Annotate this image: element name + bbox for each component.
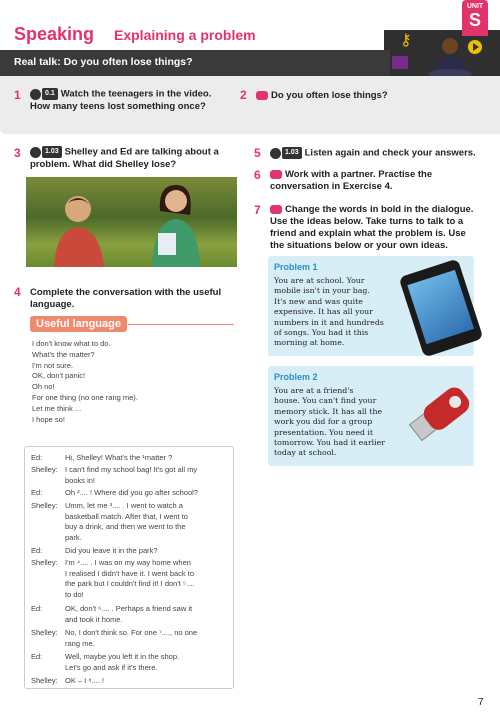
exercise-5: 1.03 Listen again and check your answers. bbox=[270, 147, 476, 160]
list-item: I hope so! bbox=[32, 414, 65, 424]
page-subtitle: Explaining a problem bbox=[114, 27, 256, 43]
problem-1-heading: Problem 1 bbox=[274, 262, 318, 272]
exercise-1: 0.1 Watch the teenagers in the video. How many teens lost something once? bbox=[30, 88, 212, 112]
list-item: I'm not sure. bbox=[32, 360, 74, 370]
dialogue-line: Ed: Did you leave it in the park? bbox=[31, 546, 158, 555]
dialogue-line: Shelley: OK – I ⁸.... ! bbox=[31, 676, 105, 685]
exercise-7: Change the words in bold in the dialogue. Use the ideas below. Take turns to talk to a friend and explain what the problem is. Use the situations below or your own ideas. bbox=[270, 204, 474, 251]
exercise-1-number: 1 bbox=[14, 88, 21, 102]
boy-figure bbox=[50, 191, 110, 267]
exercise-2-number: 2 bbox=[240, 88, 247, 102]
exercise-5-number: 5 bbox=[254, 146, 261, 160]
list-item: What's the matter? bbox=[32, 349, 95, 359]
unit-badge: UNIT S bbox=[462, 0, 488, 36]
page-number: 7 bbox=[478, 697, 484, 708]
speech-icon bbox=[256, 91, 268, 100]
useful-language-label: Useful language bbox=[30, 316, 127, 332]
audio-icon bbox=[30, 147, 41, 158]
speech-icon bbox=[270, 205, 282, 214]
exercise-3: 1.03 Shelley and Ed are talking about a problem. What did Shelley lose? bbox=[30, 146, 219, 170]
video-icon bbox=[30, 89, 41, 100]
dialogue-line: Shelley: No, I don't think so. For one ⁷...., no one rang me. bbox=[31, 628, 198, 648]
real-talk-bar: Real talk: Do you often lose things? bbox=[0, 50, 390, 76]
divider bbox=[128, 324, 234, 325]
girl-figure bbox=[144, 181, 204, 267]
dialogue-line: Shelley: Umm, let me ³.... . I went to watch a basketball match. After that, I went to buy a drink, and then we went to the park. bbox=[31, 501, 188, 542]
dialogue-line: Ed: Oh ².... ! Where did you go after school? bbox=[31, 488, 198, 497]
page-title: Speaking bbox=[14, 24, 95, 44]
memory-stick-image bbox=[402, 378, 478, 452]
exercise-7-number: 7 bbox=[254, 203, 261, 217]
book-icon bbox=[392, 56, 408, 69]
exercise-6: Work with a partner. Practise the conversation in Exercise 4. bbox=[270, 169, 433, 192]
exercise-6-number: 6 bbox=[254, 168, 261, 182]
audio-icon bbox=[270, 148, 281, 159]
key-icon: ⚷ bbox=[400, 32, 412, 49]
presenter-image bbox=[424, 34, 474, 78]
dialogue-line: Ed: Well, maybe you left it in the shop. Let's go and ask if it's there. bbox=[31, 652, 180, 672]
problem-2-heading: Problem 2 bbox=[274, 372, 318, 382]
exercise-3-number: 3 bbox=[14, 146, 21, 160]
dialogue-line: Shelley: I can't find my school bag! It's got all my books in! bbox=[31, 465, 198, 485]
exercise-4: Complete the conversation with the useful language. bbox=[30, 287, 222, 310]
problem-2-text: You are at a friend's house. You can't find your memory stick. It has all the work you did for a group presentation. You need it tomorrow. You had it earlier today at school. bbox=[274, 386, 385, 458]
list-item: Oh no! bbox=[32, 382, 55, 392]
exercise-4-number: 4 bbox=[14, 285, 21, 299]
scene-photo bbox=[26, 177, 237, 267]
list-item: For one thing (no one rang me). bbox=[32, 392, 138, 402]
video-play-button[interactable] bbox=[466, 38, 484, 56]
exercise-2: Do you often lose things? bbox=[256, 90, 388, 102]
speech-icon bbox=[270, 170, 282, 179]
dialogue-line: Shelley: I'm ⁴.... . I was on my way home when I realised I didn't have it. I went back to the park but I couldn't find it! I don't ⁵.... to do! bbox=[31, 558, 195, 599]
dialogue-line: Ed: Hi, Shelley! What's the ¹matter ? bbox=[31, 453, 173, 462]
problem-1-text: You are at school. Your mobile isn't in your bag. It's new and was quite expensive. It has all your numbers in it and hundreds of songs. You had it this morning at home. bbox=[274, 276, 384, 348]
list-item: I don't know what to do. bbox=[32, 339, 111, 348]
list-item: Let me think ... bbox=[32, 403, 82, 413]
list-item: OK, don't panic! bbox=[32, 371, 86, 381]
dialogue-line: Ed: OK, don't ⁶.... . Perhaps a friend saw it and took it home. bbox=[31, 604, 193, 624]
dialogue-box bbox=[24, 446, 234, 689]
useful-language-list bbox=[32, 339, 138, 425]
